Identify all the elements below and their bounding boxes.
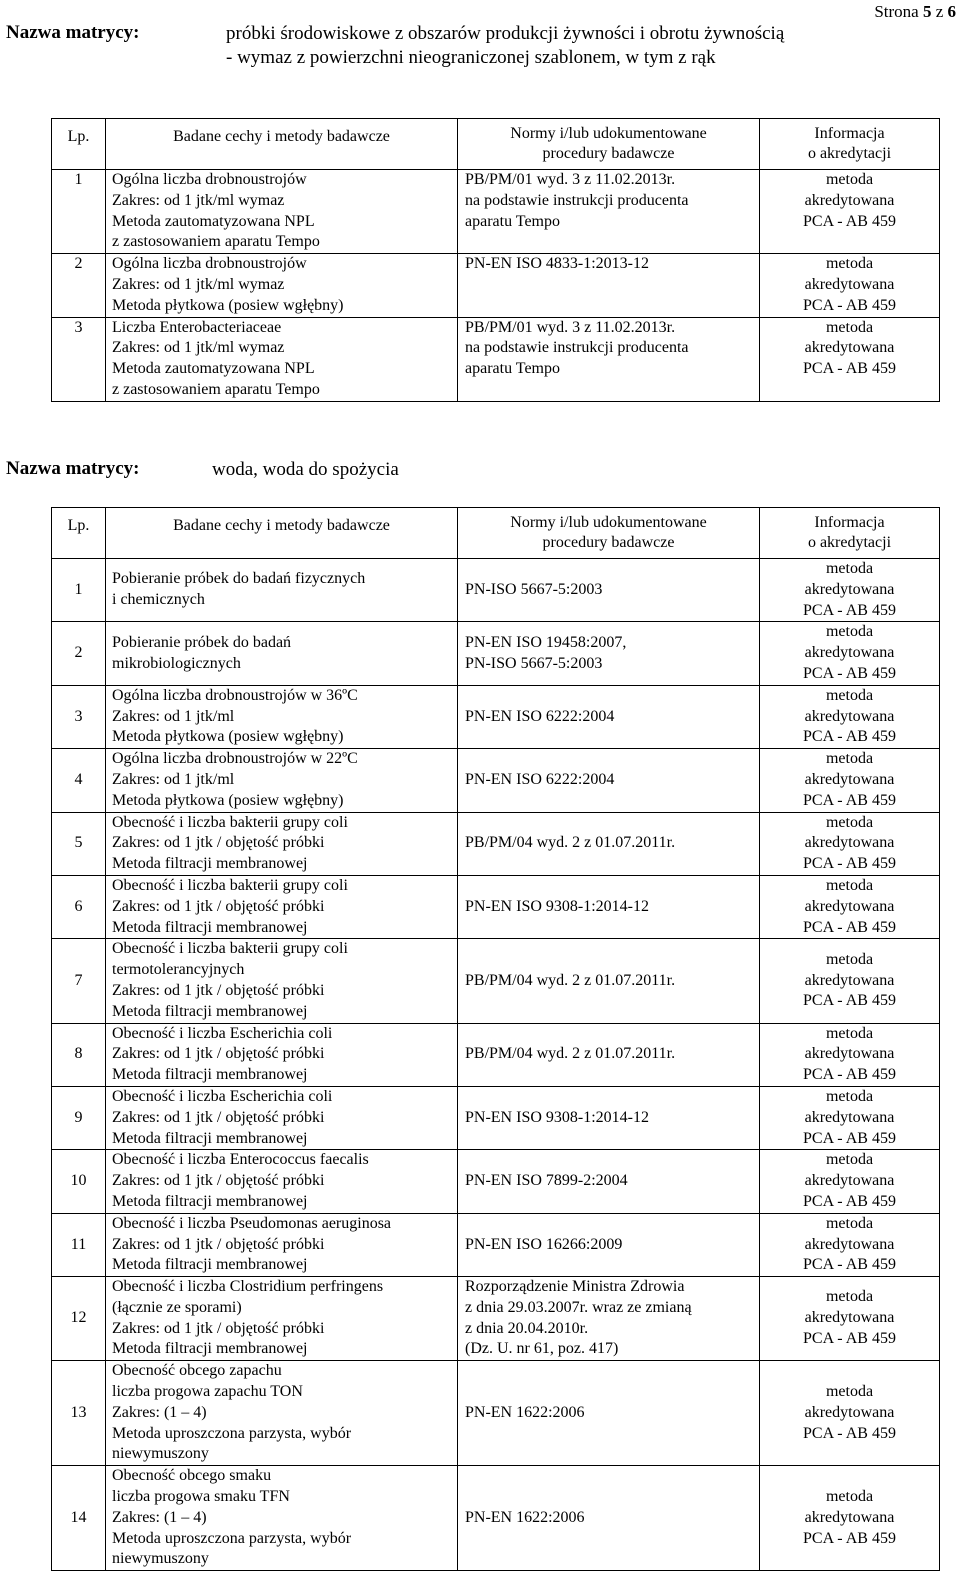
cechy-cell	[106, 1086, 458, 1149]
info-line: metoda	[825, 560, 874, 577]
lp-cell: 9	[52, 1086, 106, 1149]
cechy-line: mikrobiologicznych	[112, 654, 241, 672]
normy-line: z dnia 20.04.2010r.	[465, 1319, 589, 1337]
cechy-line: Obecność i liczba bakterii grupy coli	[112, 940, 348, 958]
cechy-line: Ogólna liczba drobnoustrojów w 22ºC	[112, 750, 358, 768]
cechy-line: Obecność i liczba Pseudomonas aeruginosa	[112, 1214, 392, 1232]
info-cell	[760, 1150, 940, 1213]
cechy-line: Metoda filtracji membranowej	[112, 1066, 308, 1084]
table-row	[52, 559, 940, 622]
info-line: PCA - AB 459	[803, 1256, 896, 1274]
cechy-line: Metoda zautomatyzowana NPL	[112, 212, 315, 230]
info-line: akredytowana	[804, 275, 895, 293]
normy-line: z dnia 29.03.2007r. wraz ze zmianą	[465, 1298, 692, 1316]
normy-cell	[458, 1023, 760, 1086]
cechy-line: Liczba Enterobacteriaceae	[112, 318, 282, 336]
info-line: PCA - AB 459	[803, 791, 896, 809]
info-cell	[760, 1277, 940, 1361]
info-cell	[760, 685, 940, 748]
info-line: metoda	[825, 750, 874, 768]
cechy-line: Metoda filtracji membranowej	[112, 1256, 308, 1274]
cechy-cell	[106, 1023, 458, 1086]
normy-cell	[458, 1086, 760, 1149]
cechy-line: Ogólna liczba drobnoustrojów	[112, 255, 307, 273]
cechy-line: Zakres: od 1 jtk/ml	[112, 770, 235, 788]
normy-cell	[458, 749, 760, 812]
table-header	[52, 508, 940, 559]
cechy-cell	[106, 254, 458, 317]
info-line: akredytowana	[804, 1403, 895, 1421]
normy-cell	[458, 812, 760, 875]
info-line: metoda	[825, 1214, 874, 1232]
normy-line: na podstawie instrukcji producenta	[465, 191, 689, 209]
cechy-cell	[106, 1466, 458, 1571]
info-line: akredytowana	[804, 339, 895, 357]
info-cell	[760, 875, 940, 938]
cechy-cell	[106, 317, 458, 401]
table-row	[52, 1213, 940, 1276]
info-line: PCA - AB 459	[803, 918, 896, 936]
normy-cell	[458, 685, 760, 748]
info-cell	[760, 1213, 940, 1276]
info-line: akredytowana	[804, 1172, 895, 1190]
cechy-line: Metoda płytkowa (posiew wgłębny)	[112, 296, 344, 314]
normy-line: PN-EN ISO 7899-2:2004	[465, 1172, 628, 1190]
cechy-line: Zakres: (1 – 4)	[112, 1403, 207, 1421]
normy-line: Rozporządzenie Ministra Zdrowia	[465, 1278, 685, 1296]
normy-line: aparatu Tempo	[465, 212, 560, 230]
matrix-label-1: Nazwa matrycy:	[6, 22, 140, 43]
cechy-line: termotolerancyjnych	[112, 961, 245, 979]
cechy-cell	[106, 1277, 458, 1361]
info-line: metoda	[825, 876, 874, 894]
cechy-line: Pobieranie próbek do badań	[112, 633, 292, 651]
normy-cell	[458, 254, 760, 317]
info-line: akredytowana	[804, 834, 895, 852]
table-row	[52, 1466, 940, 1571]
info-line: PCA - AB 459	[803, 855, 896, 873]
info-line: akredytowana	[804, 707, 895, 725]
normy-line: PN-EN ISO 19458:2007,	[465, 633, 627, 651]
lp-cell: 10	[52, 1150, 106, 1213]
info-cell	[760, 622, 940, 685]
info-line: PCA - AB 459	[803, 601, 896, 619]
matrix-name-2: woda, woda do spożycia	[212, 459, 399, 480]
normy-cell	[458, 1361, 760, 1466]
normy-line: PN-EN 1622:2006	[465, 1403, 585, 1421]
table-row	[52, 317, 940, 401]
normy-line: PN-EN ISO 9308-1:2014-12	[465, 1108, 649, 1126]
normy-cell	[458, 170, 760, 254]
lp-cell: 12	[52, 1277, 106, 1361]
cechy-line: Pobieranie próbek do badań fizycznych	[112, 570, 366, 588]
cechy-line: Zakres: od 1 jtk / objętość próbki	[112, 1172, 325, 1190]
cechy-cell	[106, 559, 458, 622]
normy-line: PN-EN ISO 9308-1:2014-12	[465, 897, 649, 915]
info-line: akredytowana	[804, 1309, 895, 1327]
cechy-line: Obecność i liczba bakterii grupy coli	[112, 876, 348, 894]
info-line: metoda	[825, 171, 874, 188]
header-cechy: Badane cechy i metody badawcze	[106, 508, 458, 559]
normy-line: PB/PM/04 wyd. 2 z 01.07.2011r.	[465, 1045, 676, 1063]
table-row	[52, 622, 940, 685]
table-row	[52, 685, 940, 748]
info-cell	[760, 254, 940, 317]
info-line: metoda	[825, 1288, 874, 1306]
normy-cell	[458, 1213, 760, 1276]
cechy-line: Obecność i liczba Clostridium perfringens	[112, 1278, 384, 1296]
info-line: metoda	[825, 950, 874, 968]
cechy-line: Metoda płytkowa (posiew wgłębny)	[112, 728, 344, 746]
table-row	[52, 1361, 940, 1466]
lp-cell: 1	[52, 170, 106, 254]
cechy-line: Ogólna liczba drobnoustrojów	[112, 171, 307, 188]
info-cell	[760, 1086, 940, 1149]
cechy-line: Zakres: od 1 jtk / objętość próbki	[112, 834, 325, 852]
normy-cell	[458, 622, 760, 685]
table-row	[52, 939, 940, 1023]
lp-cell: 2	[52, 254, 106, 317]
info-cell	[760, 1466, 940, 1571]
header-cechy: Badane cechy i metody badawcze	[106, 119, 458, 170]
cechy-line: Obecność i liczba Escherichia coli	[112, 1087, 333, 1105]
info-line: PCA - AB 459	[803, 1529, 896, 1547]
table-row	[52, 170, 940, 254]
info-cell	[760, 812, 940, 875]
info-line: akredytowana	[804, 770, 895, 788]
info-line: akredytowana	[804, 1235, 895, 1253]
header-normy: Normy i/lub udokumentowane procedury badawcze	[458, 119, 760, 170]
normy-cell	[458, 1150, 760, 1213]
cechy-line: z zastosowaniem aparatu Tempo	[112, 233, 320, 251]
header-normy: Normy i/lub udokumentowane procedury badawcze	[458, 508, 760, 559]
table-row	[52, 1150, 940, 1213]
cechy-line: Zakres: od 1 jtk / objętość próbki	[112, 1235, 325, 1253]
info-line: akredytowana	[804, 1508, 895, 1526]
info-line: PCA - AB 459	[803, 1330, 896, 1348]
lp-cell: 7	[52, 939, 106, 1023]
cechy-cell	[106, 875, 458, 938]
normy-line: PN-ISO 5667-5:2003	[465, 580, 603, 598]
normy-cell	[458, 875, 760, 938]
info-line: PCA - AB 459	[803, 296, 896, 314]
cechy-line: Ogólna liczba drobnoustrojów w 36ºC	[112, 686, 358, 704]
info-cell	[760, 559, 940, 622]
cechy-line: Zakres: (1 – 4)	[112, 1508, 207, 1526]
lp-cell: 2	[52, 622, 106, 685]
cechy-line: Metoda filtracji membranowej	[112, 1129, 308, 1147]
cechy-cell	[106, 685, 458, 748]
matrix-table-2	[51, 507, 940, 1571]
info-cell	[760, 939, 940, 1023]
normy-line: aparatu Tempo	[465, 360, 560, 378]
info-line: akredytowana	[804, 191, 895, 209]
cechy-line: liczba progowa smaku TFN	[112, 1488, 290, 1506]
info-line: metoda	[825, 686, 874, 704]
matrix-label-2: Nazwa matrycy:	[6, 458, 140, 479]
lp-cell: 11	[52, 1213, 106, 1276]
lp-cell: 3	[52, 317, 106, 401]
normy-line: PN-EN ISO 6222:2004	[465, 707, 615, 725]
normy-cell	[458, 1277, 760, 1361]
normy-line: PN-EN ISO 16266:2009	[465, 1235, 623, 1253]
cechy-cell	[106, 1213, 458, 1276]
info-line: metoda	[825, 623, 874, 641]
header-lp: Lp.	[52, 508, 106, 559]
cechy-line: Zakres: od 1 jtk / objętość próbki	[112, 1319, 325, 1337]
cechy-line: Obecność i liczba Enterococcus faecalis	[112, 1151, 369, 1169]
normy-line: PN-ISO 5667-5:2003	[465, 654, 603, 672]
info-line: akredytowana	[804, 644, 895, 662]
cechy-line: Obecność i liczba bakterii grupy coli	[112, 813, 348, 831]
info-line: metoda	[825, 255, 874, 273]
normy-cell	[458, 317, 760, 401]
cechy-cell	[106, 622, 458, 685]
cechy-cell	[106, 939, 458, 1023]
header-info: Informacja o akredytacji	[760, 119, 940, 170]
header-lp: Lp.	[52, 119, 106, 170]
lp-cell: 14	[52, 1466, 106, 1571]
cechy-line: Obecność i liczba Escherichia coli	[112, 1024, 333, 1042]
info-line: PCA - AB 459	[803, 1129, 896, 1147]
cechy-line: Metoda uproszczona parzysta, wybór	[112, 1529, 352, 1547]
info-line: PCA - AB 459	[803, 1424, 896, 1442]
header-info: Informacja o akredytacji	[760, 508, 940, 559]
cechy-line: i chemicznych	[112, 591, 205, 609]
normy-line: PN-EN ISO 6222:2004	[465, 770, 615, 788]
cechy-line: Metoda płytkowa (posiew wgłębny)	[112, 791, 344, 809]
normy-line: PN-EN ISO 4833-1:2013-12	[465, 255, 649, 273]
info-line: metoda	[825, 1151, 874, 1169]
table-row	[52, 254, 940, 317]
cechy-line: Zakres: od 1 jtk / objętość próbki	[112, 897, 325, 915]
table-row	[52, 749, 940, 812]
info-cell	[760, 1361, 940, 1466]
cechy-line: Metoda filtracji membranowej	[112, 855, 308, 873]
cechy-line: Metoda filtracji membranowej	[112, 1002, 308, 1020]
info-line: metoda	[825, 1024, 874, 1042]
info-line: PCA - AB 459	[803, 212, 896, 230]
info-cell	[760, 1023, 940, 1086]
cechy-line: niewymuszony	[112, 1550, 209, 1568]
lp-cell: 4	[52, 749, 106, 812]
cechy-line: Obecność obcego smaku	[112, 1467, 272, 1485]
normy-line: PB/PM/01 wyd. 3 z 11.02.2013r.	[465, 171, 676, 188]
lp-cell: 8	[52, 1023, 106, 1086]
info-line: metoda	[825, 813, 874, 831]
table-header	[52, 119, 940, 170]
normy-line: PB/PM/04 wyd. 2 z 01.07.2011r.	[465, 834, 676, 852]
info-line: PCA - AB 459	[803, 728, 896, 746]
info-line: akredytowana	[804, 897, 895, 915]
cechy-line: Zakres: od 1 jtk/ml wymaz	[112, 275, 285, 293]
cechy-line: niewymuszony	[112, 1445, 209, 1463]
info-line: akredytowana	[804, 580, 895, 598]
normy-line: PN-EN 1622:2006	[465, 1508, 585, 1526]
cechy-cell	[106, 812, 458, 875]
cechy-line: Zakres: od 1 jtk/ml wymaz	[112, 339, 285, 357]
lp-cell: 5	[52, 812, 106, 875]
normy-cell	[458, 559, 760, 622]
info-cell	[760, 317, 940, 401]
info-line: PCA - AB 459	[803, 1066, 896, 1084]
cechy-line: Metoda filtracji membranowej	[112, 1340, 308, 1358]
matrix-name-1: próbki środowiskowe z obszarów produkcji żywności i obrotu żywnością - wymaz z powierzchni nieograniczonej szablonem, w tym z rąk	[226, 23, 785, 68]
cechy-cell	[106, 170, 458, 254]
cechy-line: Zakres: od 1 jtk / objętość próbki	[112, 1045, 325, 1063]
normy-line: PB/PM/04 wyd. 2 z 01.07.2011r.	[465, 971, 676, 989]
cechy-line: Metoda uproszczona parzysta, wybór	[112, 1424, 352, 1442]
cechy-cell	[106, 1361, 458, 1466]
table-row	[52, 1086, 940, 1149]
cechy-line: Zakres: od 1 jtk/ml	[112, 707, 235, 725]
cechy-line: Zakres: od 1 jtk / objętość próbki	[112, 981, 325, 999]
table-row	[52, 1023, 940, 1086]
lp-cell: 13	[52, 1361, 106, 1466]
table-row	[52, 1277, 940, 1361]
info-line: akredytowana	[804, 1045, 895, 1063]
normy-line: na podstawie instrukcji producenta	[465, 339, 689, 357]
matrix-table-1	[51, 118, 940, 402]
cechy-line: Zakres: od 1 jtk / objętość próbki	[112, 1108, 325, 1126]
cechy-line: Metoda filtracji membranowej	[112, 918, 308, 936]
normy-cell	[458, 939, 760, 1023]
cechy-line: liczba progowa zapachu TON	[112, 1383, 303, 1401]
lp-cell: 1	[52, 559, 106, 622]
info-line: PCA - AB 459	[803, 992, 896, 1010]
cechy-line: Zakres: od 1 jtk/ml wymaz	[112, 191, 285, 209]
lp-cell: 3	[52, 685, 106, 748]
normy-line: PB/PM/01 wyd. 3 z 11.02.2013r.	[465, 318, 676, 336]
cechy-cell	[106, 1150, 458, 1213]
info-line: PCA - AB 459	[803, 1192, 896, 1210]
normy-line: (Dz. U. nr 61, poz. 417)	[465, 1340, 619, 1358]
info-line: metoda	[825, 1488, 874, 1506]
cechy-line: Metoda zautomatyzowana NPL	[112, 360, 315, 378]
page-number: Strona 5 z 6	[874, 2, 956, 21]
table-row	[52, 875, 940, 938]
cechy-line: z zastosowaniem aparatu Tempo	[112, 380, 320, 398]
table-row	[52, 812, 940, 875]
cechy-cell	[106, 749, 458, 812]
info-line: metoda	[825, 1087, 874, 1105]
info-line: metoda	[825, 318, 874, 336]
info-line: metoda	[825, 1383, 874, 1401]
cechy-line: (łącznie ze sporami)	[112, 1298, 242, 1316]
info-cell	[760, 749, 940, 812]
lp-cell: 6	[52, 875, 106, 938]
cechy-line: Obecność obcego zapachu	[112, 1362, 282, 1380]
info-line: akredytowana	[804, 1108, 895, 1126]
info-line: PCA - AB 459	[803, 360, 896, 378]
normy-cell	[458, 1466, 760, 1571]
cechy-line: Metoda filtracji membranowej	[112, 1192, 308, 1210]
info-line: akredytowana	[804, 971, 895, 989]
info-cell	[760, 170, 940, 254]
info-line: PCA - AB 459	[803, 664, 896, 682]
